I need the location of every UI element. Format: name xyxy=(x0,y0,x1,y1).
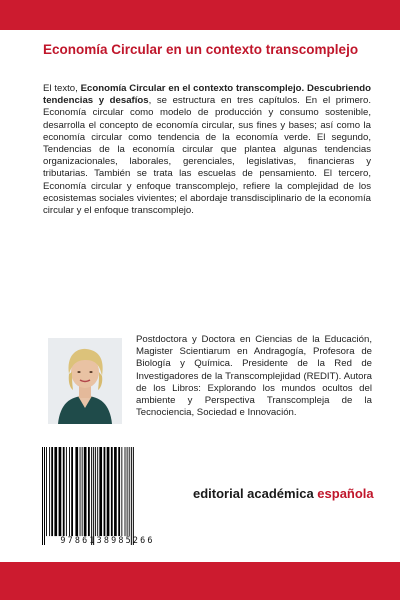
author-portrait-image xyxy=(48,338,122,424)
barcode-bar xyxy=(69,447,70,536)
barcode-bar xyxy=(125,447,126,536)
top-color-band xyxy=(0,0,400,30)
barcode-bar xyxy=(118,447,120,536)
barcode-bar xyxy=(88,447,90,536)
isbn-barcode xyxy=(40,447,175,545)
publisher-logo xyxy=(193,486,374,501)
barcode-bar xyxy=(131,447,132,545)
bottom-color-band xyxy=(0,562,400,600)
isbn-digits: 9786138985266 xyxy=(60,535,155,545)
barcode-bar xyxy=(80,447,81,536)
barcode-bar xyxy=(129,447,130,536)
barcode-bar xyxy=(66,447,67,536)
barcode-bar xyxy=(93,447,94,545)
barcode-bar xyxy=(42,447,43,545)
description-body: , se estructura en tres capítulos. En el primero. Economía circular como modelo de producción y consumo sostenible, desarrolla el concepto de economía circular, sus fines y bases; así como la economía circular como tendencia de la economía verde. El segundo, Tendencias de la economía circular que plantea algunas tendencias organizacionales, laborales, gerenciales, legislativas, financieras y tributarias. También se trata las escuelas de pensamiento. El tercero, Economía circular y enfoque transcomplejo, refiere la complejidad de los ecosistemas sociales vivientes; el abordaje transdisciplinario de la economía circular y el enfoque transcomplejo. xyxy=(43,95,371,217)
barcode-bar xyxy=(49,447,50,536)
barcode-bar xyxy=(91,447,92,545)
book-title: Economía Circular en un contexto transcomplejo xyxy=(43,42,359,57)
description-bold-title: Economía Circular en el contexto transcomplejo. Descubriendo tendencias y desafíos xyxy=(43,83,371,107)
barcode-bar xyxy=(63,447,65,536)
author-photo xyxy=(48,338,122,424)
barcode-bar xyxy=(54,447,57,536)
barcode-bar xyxy=(114,447,117,536)
barcode-bar xyxy=(46,447,47,536)
barcode-bar xyxy=(107,447,110,536)
author-bio: Postdoctora y Doctora en Ciencias de la Educación, Magister Scientiarum en Andragogía, Profesora de Biología y Química. Presidente de la Red de Investigadores de la Transcomplejidad (REDIT). Autora de los Libros: Explorando los mundos ocultos del ambiente y Perspectiva Transcompleja de la Tecnociencia, Sociedad e Innovación. xyxy=(136,334,372,419)
barcode-bar xyxy=(121,447,122,536)
barcode-bar xyxy=(133,447,134,545)
barcode-bar xyxy=(97,447,98,536)
barcode-bar xyxy=(99,447,102,536)
barcode-bar xyxy=(51,447,53,536)
barcode-bar xyxy=(95,447,96,536)
book-description xyxy=(43,83,371,217)
barcode-bar xyxy=(104,447,106,536)
description-intro: El texto, xyxy=(43,83,81,94)
barcode-bar xyxy=(111,447,113,536)
barcode-bar xyxy=(82,447,83,536)
barcode-bar xyxy=(84,447,87,536)
barcode-bar xyxy=(127,447,128,536)
publisher-name-accent: española xyxy=(317,486,374,501)
barcode-bar xyxy=(44,447,45,545)
barcode-bar xyxy=(71,447,73,536)
publisher-name: editorial académica xyxy=(193,486,314,501)
barcode-bar xyxy=(59,447,62,536)
barcode-bar xyxy=(75,447,78,536)
